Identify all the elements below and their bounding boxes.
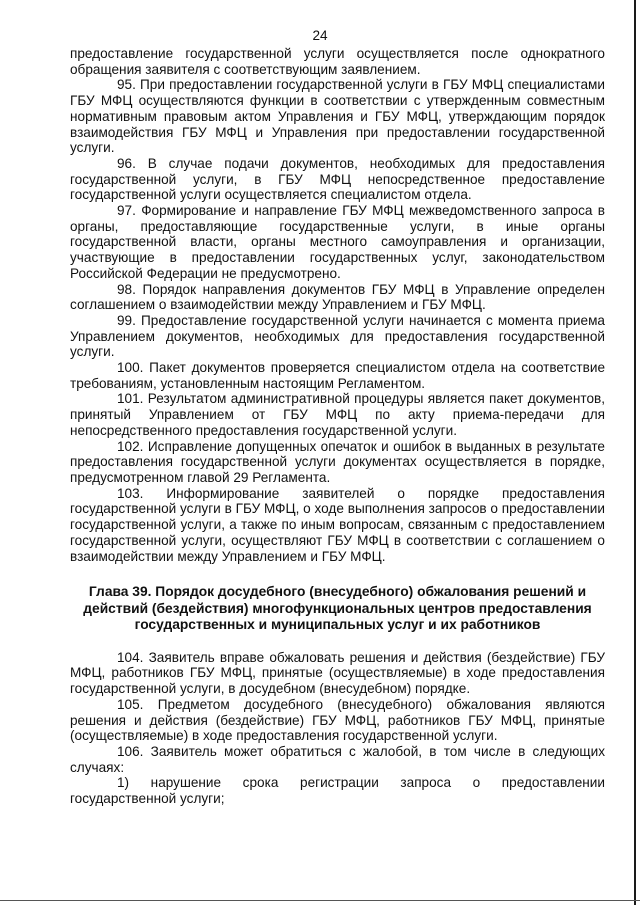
document-body (70, 46, 605, 807)
paragraph: 1) нарушение срока регистрации запроса о предоставлении государственной услуги; (70, 775, 605, 807)
page-number: 24 (312, 28, 328, 43)
paragraph: предоставление государственной услуги осуществляется после однократного обращения заявителя с соответствующим заявлением. (70, 46, 605, 77)
paragraph: 95. При предоставлении государственной услуги в ГБУ МФЦ специалистами ГБУ МФЦ осуществляются функции в соответствии с утвержденным совместным нормативным правовым актом Управления и ГБУ МФЦ, утверждающим порядок взаимодействия ГБУ МФЦ и Управления при предоставлении государственной услуги. (70, 77, 605, 156)
paragraph: 103. Информирование заявителей о порядке предоставления государственной услуги в ГБУ МФЦ, о ходе выполнения запросов о предоставлении государственной услуги, а также по иным вопросам, связанным с предоставлением государственной услуги, осуществляют ГБУ МФЦ в соответствии с соглашением о взаимодействии между Управлением и ГБУ МФЦ. (70, 485, 605, 564)
paragraph: 98. Порядок направления документов ГБУ МФЦ в Управление определен соглашением о взаимодействии между Управлением и ГБУ МФЦ. (70, 281, 605, 313)
paragraph: 99. Предоставление государственной услуги начинается с момента приема Управлением документов, необходимых для предоставления государственной услуги. (70, 312, 605, 360)
paragraph: 100. Пакет документов проверяется специалистом отдела на соответствие требованиям, установленным настоящим Регламентом. (70, 360, 605, 391)
paragraph: 106. Заявитель может обратиться с жалобой, в том числе в следующих случаях: (70, 743, 605, 775)
paragraph: 97. Формирование и направление ГБУ МФЦ межведомственного запроса в органы, предоставляющие государственные услуги, в иные органы государственной власти, органы местного самоуправления и организации, участвующие в предоставлении государственных услуг, законодательством Российской Федерации не предусмотрено. (70, 203, 605, 281)
scan-edge-bottom (0, 900, 640, 901)
paragraph: 96. В случае подачи документов, необходимых для предоставления государственной услуги, в ГБУ МФЦ непосредственное предоставление государственной услуги осуществляется специалистом отдела. (70, 155, 605, 203)
paragraphs-bottom (70, 650, 605, 807)
chapter-heading: Глава 39. Порядок досудебного (внесудебного) обжалования решений и действий (бездействия) многофункциональных центров предоставления государственных и муниципальных услуг и их работников (83, 584, 592, 633)
paragraph: 105. Предметом досудебного (внесудебного) обжалования являются решения и действия (бездействие) ГБУ МФЦ, работников ГБУ МФЦ, принятые (осуществляемые) в ходе предоставления государственной услуги. (70, 696, 605, 744)
paragraphs-top (70, 46, 605, 564)
paragraph: 104. Заявитель вправе обжаловать решения и действия (бездействие) ГБУ МФЦ, работников ГБУ МФЦ, принятые (осуществляемые) в ходе предоставления государственной услуги, в досудебном (внесудебном) порядке. (70, 649, 605, 697)
scan-edge-right (634, 0, 636, 905)
paragraph: 101. Результатом административной процедуры является пакет документов, принятый Управлением от ГБУ МФЦ по акту приема-передачи для непосредственного предоставления государственной услуги. (70, 391, 605, 438)
paragraph: 102. Исправление допущенных опечаток и ошибок в выданных в результате предоставления государственной услуги документах осуществляется в порядке, предусмотренном главой 29 Регламента. (70, 438, 605, 485)
